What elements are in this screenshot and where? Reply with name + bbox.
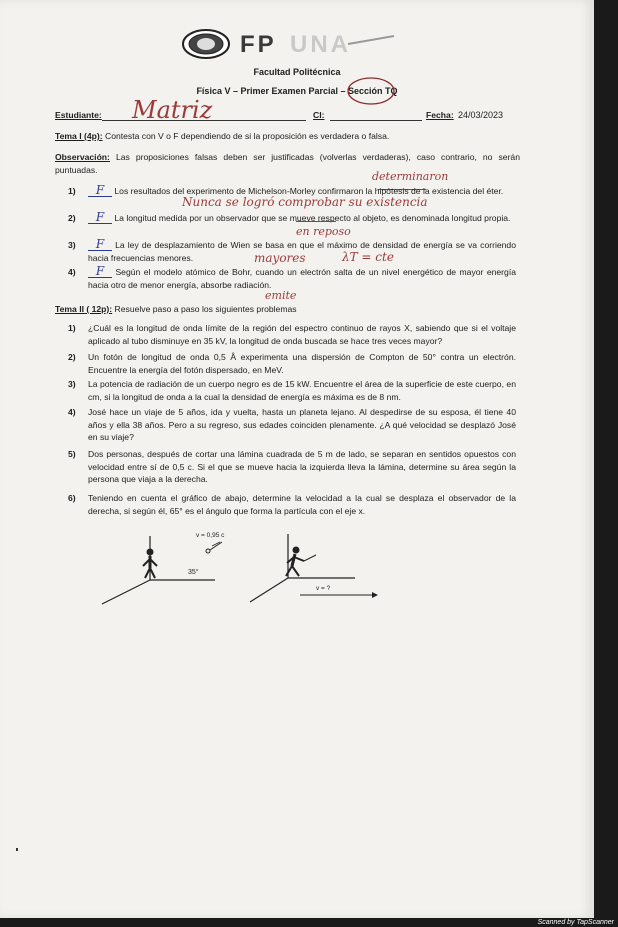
tema1-title: Tema I (4p): <box>55 131 103 141</box>
date-value: 24/03/2023 <box>458 110 504 120</box>
t1-answer-2: F <box>88 212 112 224</box>
t1-item-4-num: 4) <box>68 267 76 277</box>
t2-item-2-text: Un fotón de longitud de onda 0,5 Å experimenta una dispersión de Compton de 50° contra un electrón. Encuentre la energía del fotón dispersado, en MeV. <box>88 352 516 375</box>
t2-item-5-text: Dos personas, después de cortar una lámina cuadrada de 5 m de lado, se separan en sentidos opuestos con velocidad entre sí de 0,5 c. Si el que se mueve hacia la izquierda lleva la lámina, determine su área según la persona que viaja a la derecha. <box>88 449 516 485</box>
svg-text:UNA: UNA <box>290 31 351 58</box>
t2-item-4-text: José hace un viaje de 5 años, ida y vuelta, hasta un planeta lejano. Al despedirse de su esposa, él tiene 40 años y ella 38 años. Pero a su regreso, sus edades coinciden plenamente. ¿A qué velocidad se desplazó José en su viaje? <box>88 407 516 443</box>
t2-item-3-num: 3) <box>68 379 76 389</box>
correction-4: emite <box>265 289 297 302</box>
t2-item-4 <box>68 406 516 444</box>
circle-mark <box>345 75 397 112</box>
tema2-heading <box>55 303 525 316</box>
t1-answer-1: F <box>88 185 112 197</box>
t1-item-2-num: 2) <box>68 213 76 223</box>
t2-item-5 <box>68 448 516 486</box>
t1-answer-3: F <box>88 239 112 251</box>
t1-item-4-text: Según el modelo atómico de Bohr, cuando un electrón salta de un nivel energético de mayor energía hacia otro de menor energía, absorbe radiación. <box>88 267 516 290</box>
correction-1: determinaron <box>372 170 449 183</box>
t2-item-2 <box>68 351 516 376</box>
t2-item-5-num: 5) <box>68 449 76 459</box>
tema1-heading <box>55 130 525 143</box>
t2-item-1-num: 1) <box>68 323 76 333</box>
university-seal-icon <box>181 28 231 65</box>
faculty-name: Facultad Politécnica <box>253 67 341 77</box>
ci-line <box>330 120 422 121</box>
strike-2 <box>296 221 336 222</box>
obs-label: Observación: <box>55 152 110 162</box>
t2-item-2-num: 2) <box>68 352 76 362</box>
t2-item-6-num: 6) <box>68 493 76 503</box>
tema1-observation <box>55 151 520 176</box>
t1-item-3-num: 3) <box>68 240 76 250</box>
fp-una-logo <box>238 30 398 58</box>
tema2-instruction: Resuelve paso a paso los siguientes problemas <box>114 304 297 314</box>
t1-item-2-text: La longitud medida por un observador que se mueve respecto al objeto, es denominada longitud propia. <box>114 213 511 223</box>
t2-item-4-num: 4) <box>68 407 76 417</box>
correction-3: mayores <box>254 251 306 265</box>
t2-item-1-text: ¿Cuál es la longitud de onda límite de la región del espectro continuo de rayos X, sabiendo que si el voltaje aplicado al tubo disminuye en 35 kV, la longitud de onda buscada se hace tres veces mayor? <box>88 323 516 346</box>
date-label: Fecha: <box>426 110 454 120</box>
scanner-watermark: Scanned by TapScanner <box>537 919 614 926</box>
right-velocity-label: v = ? <box>316 585 331 592</box>
t2-item-6-text: Teniendo en cuenta el gráfico de abajo, determine la velocidad a la cual se desplaza el observador de la derecha, si según él, 65° es el ángulo que forma la partícula con el eje x. <box>88 493 516 516</box>
exam-title: Física V – Primer Examen Parcial – Sección TQ <box>196 86 398 96</box>
t2-item-3-text: La potencia de radiación de un cuerpo negro es de 15 kW. Encuentre el área de la superficie de este cuerpo, en cm, si la longitud de onda a la cual la densidad de energía es máxima es de 8 nm. <box>88 379 516 402</box>
t1-item-4 <box>68 266 516 291</box>
note-3: λT = cte <box>342 250 394 264</box>
ci-label: CI: <box>313 110 325 120</box>
tema1-instruction: Contesta con V o F dependiendo de si la proposición es verdadera o falsa. <box>104 131 390 141</box>
left-angle-label: 35° <box>188 569 199 576</box>
student-label: Estudiante: <box>55 110 102 120</box>
t1-answer-4: F <box>88 266 112 278</box>
t2-item-6 <box>68 492 516 517</box>
tema2-title: Tema II ( 12p): <box>55 304 113 314</box>
svg-text:FP: FP <box>240 31 277 58</box>
relativity-figure <box>100 528 390 608</box>
note-1: Nunca se logró comprobar su existencia <box>182 195 428 209</box>
t1-item-3-text: La ley de desplazamiento de Wien se basa en que el máximo de densidad de energía se va corriendo hacia frecuencias menores. <box>88 240 516 263</box>
t2-item-3 <box>68 378 516 403</box>
left-velocity-label: v = 0,95 c <box>196 532 225 539</box>
obs-text: Las proposiciones falsas deben ser justificadas (volverlas verdaderas), caso contrario, no serán puntuadas. <box>55 152 520 175</box>
scan-dot <box>16 848 18 851</box>
student-name: Matriz <box>132 96 213 124</box>
t1-item-1-num: 1) <box>68 186 76 196</box>
t1-item-1-text: Los resultados del experimento de Michelson-Morley confirmaron la hipótesis de la existencia del éter. <box>114 186 504 196</box>
t1-item-2 <box>68 212 516 225</box>
correction-2: en reposo <box>296 225 351 238</box>
t2-item-1 <box>68 322 516 347</box>
